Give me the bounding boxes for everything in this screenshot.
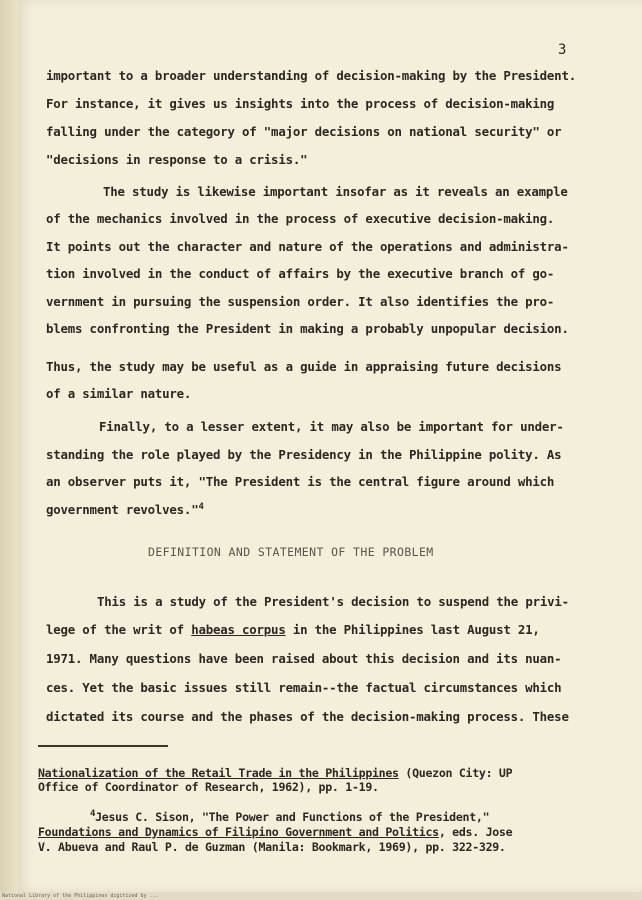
footnote-4-title: Foundations and Dynamics of Filipino Government and Politics — [38, 825, 439, 839]
paragraph-4-line: ces. Yet the basic issues still remain--the factual circumstances which — [46, 680, 562, 695]
footnote-separator — [38, 745, 168, 747]
paragraph-4-text: in the Philippines last August 21, — [285, 622, 540, 637]
paragraph-1-line: important to a broader understanding of decision-making by the President. — [46, 68, 576, 83]
paragraph-2-line: of the mechanics involved in the process of executive decision-making. — [46, 211, 555, 226]
footnote-4-line — [90, 810, 489, 824]
paragraph-4-text: lege of the writ of — [46, 622, 192, 637]
footnote-4-line: V. Abueva and Raul P. de Guzman (Manila: Bookmark, 1969), pp. 322-329. — [38, 840, 506, 854]
paragraph-2-line: The study is likewise important insofar as it reveals an example — [103, 184, 568, 199]
footnote-4-marker: 4 — [90, 809, 96, 819]
page-binding-edge — [0, 0, 18, 892]
paragraph-4-line: This is a study of the President's decision to suspend the privi- — [97, 594, 569, 609]
footnote-4-text: Jesus C. Sison, "The Power and Functions of the President," — [95, 810, 490, 824]
paragraph-3-line: an observer puts it, "The President is the central figure around which — [46, 474, 555, 489]
paragraph-4-line — [46, 622, 540, 637]
paragraph-1-line: falling under the category of "major decisions on national security" or — [46, 124, 562, 139]
paragraph-1-line: "decisions in response to a crisis." — [46, 152, 308, 167]
footnote-reference-4: 4 — [198, 502, 204, 512]
paragraph-2-line: of a similar nature. — [46, 386, 192, 401]
footnote-prev-title: Nationalization of the Retail Trade in the Philippines — [38, 766, 399, 780]
footnote-4-line — [38, 825, 512, 839]
paragraph-3-line — [46, 502, 204, 517]
paragraph-2-line: tion involved in the conduct of affairs by the executive branch of go- — [46, 266, 555, 281]
library-footer: National Library of the Philippines digitized by ... — [0, 892, 642, 900]
footnote-prev-line — [38, 766, 512, 780]
paragraph-2-line: Thus, the study may be useful as a guide in appraising future decisions — [46, 359, 562, 374]
paragraph-2-line: blems confronting the President in making a probably unpopular decision. — [46, 321, 569, 336]
paragraph-2-line: vernment in pursuing the suspension order. It also identifies the pro- — [46, 294, 555, 309]
page-number: 3 — [558, 42, 567, 58]
footnote-4-rest: , eds. Jose — [438, 825, 513, 839]
footnote-prev-line: Office of Coordinator of Research, 1962), pp. 1-19. — [38, 780, 379, 794]
paragraph-3-last-text: government revolves." — [46, 502, 199, 517]
paragraph-4-line: dictated its course and the phases of the decision-making process. These — [46, 709, 569, 724]
section-heading: DEFINITION AND STATEMENT OF THE PROBLEM — [148, 545, 434, 559]
paragraph-2-line: It points out the character and nature of the operations and administra- — [46, 239, 569, 254]
footnote-prev-rest: (Quezon City: UP — [398, 766, 513, 780]
paragraph-4-line: 1971. Many questions have been raised about this decision and its nuan- — [46, 651, 562, 666]
habeas-corpus-term: habeas corpus — [191, 622, 286, 637]
paragraph-3-line: standing the role played by the Presidency in the Philippine polity. As — [46, 447, 562, 462]
paragraph-1-line: For instance, it gives us insights into the process of decision-making — [46, 96, 555, 111]
paragraph-3-line: Finally, to a lesser extent, it may also be important for under- — [99, 419, 564, 434]
